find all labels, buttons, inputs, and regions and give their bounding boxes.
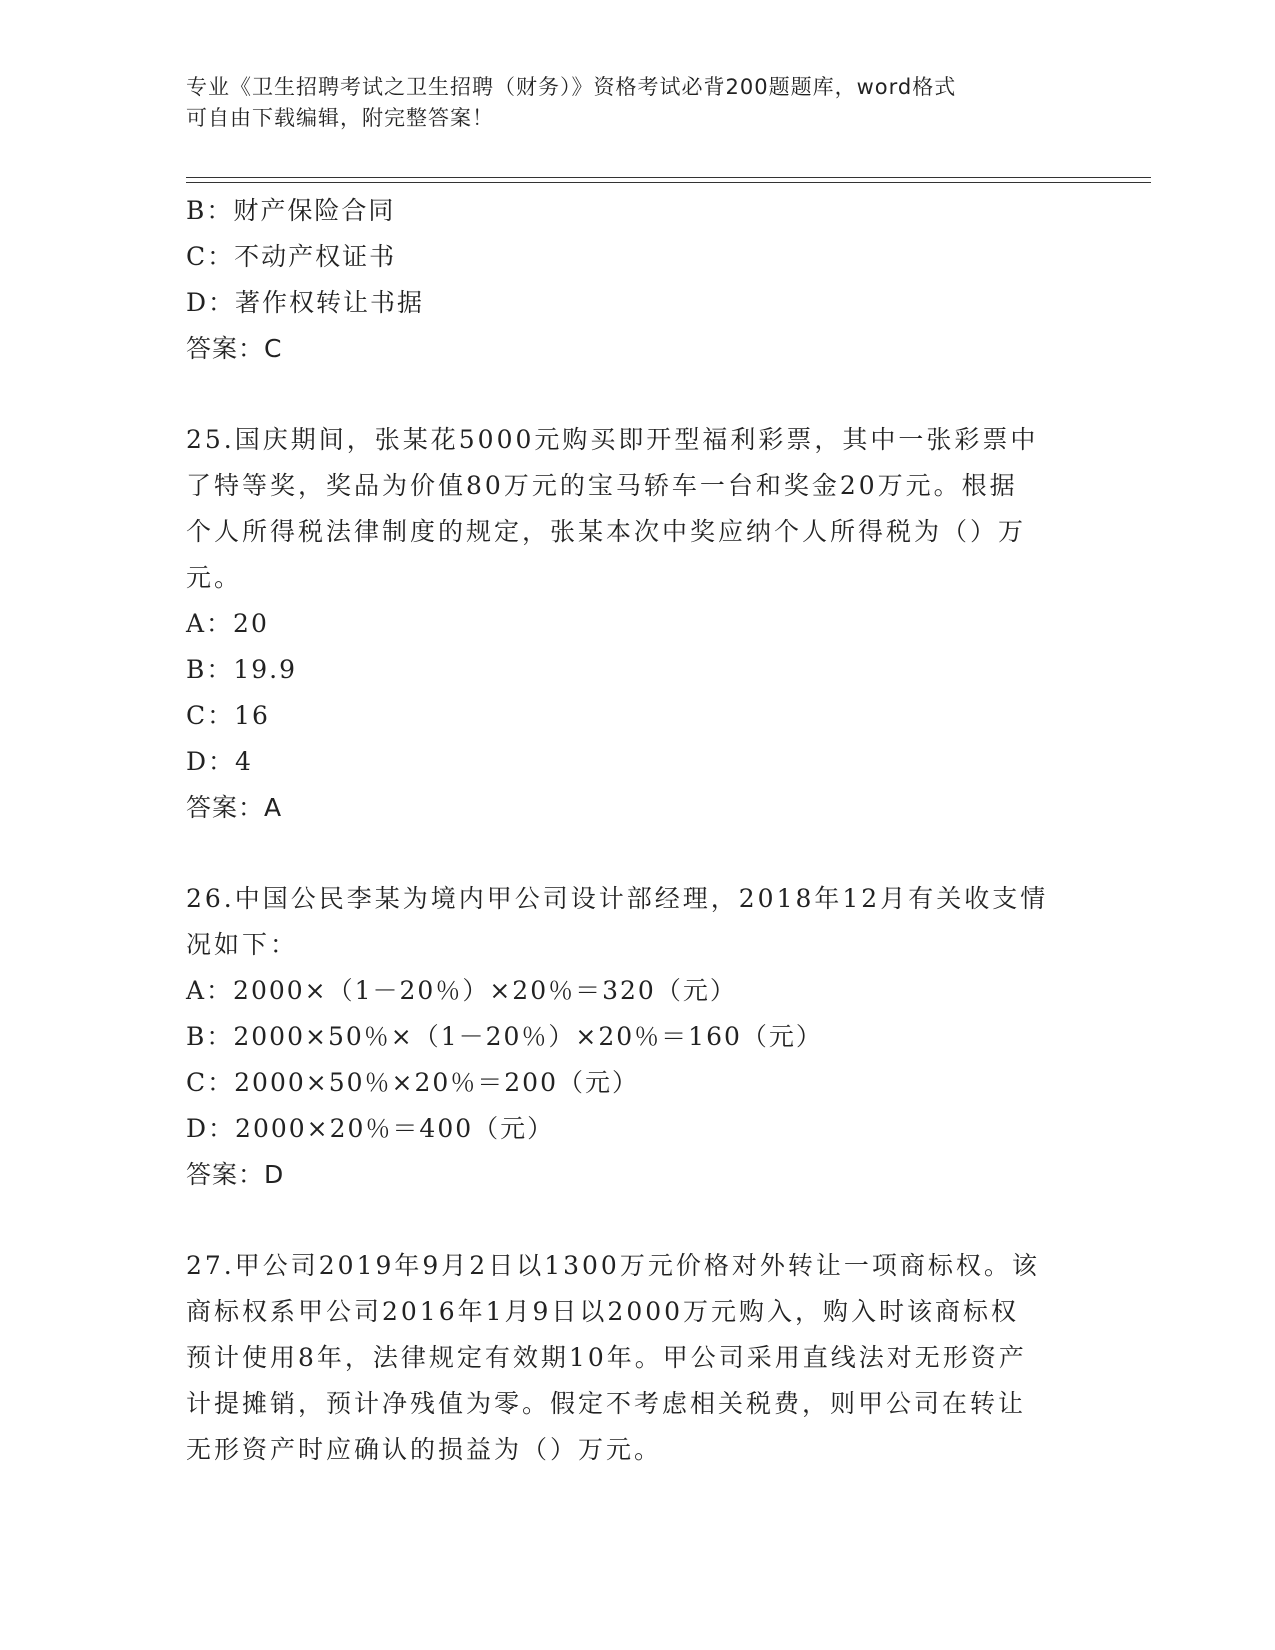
stem-line: 商标权系甲公司2016年1月9日以2000万元购入，购入时该商标权 <box>186 1297 1020 1326</box>
stem-line: 计提摊销，预计净残值为零。假定不考虑相关税费，则甲公司在转让 <box>186 1389 1027 1418</box>
stem-line: 无形资产时应确认的损益为（）万元。 <box>186 1435 663 1464</box>
option-d: D：2000×20％＝400（元） <box>186 1114 555 1143</box>
question-25 <box>186 417 1076 831</box>
answer-line: 答案：C <box>186 334 283 363</box>
option-b: B：2000×50％×（1－20％）×20％＝160（元） <box>186 1022 823 1051</box>
stem-line: 25.国庆期间，张某花5000元购买即开型福利彩票，其中一张彩票中 <box>186 425 1039 454</box>
question-24-tail <box>186 188 1076 372</box>
stem-line: 个人所得税法律制度的规定，张某本次中奖应纳个人所得税为（）万 <box>186 517 1027 546</box>
option-a: A：2000×（1－20％）×20％＝320（元） <box>186 976 737 1005</box>
header-title-line-2: 可自由下载编辑，附完整答案！ <box>186 106 494 130</box>
option-d: D：4 <box>186 747 253 776</box>
option-c: C：不动产权证书 <box>186 242 397 271</box>
question-stem <box>186 417 1076 601</box>
answer-line: 答案：A <box>186 793 283 822</box>
option-d: D：著作权转让书据 <box>186 288 425 317</box>
document-header <box>186 72 1076 134</box>
stem-line: 了特等奖，奖品为价值80万元的宝马轿车一台和奖金20万元。根据 <box>186 471 1018 500</box>
stem-line: 27.甲公司2019年9月2日以1300万元价格对外转让一项商标权。该 <box>186 1251 1040 1280</box>
stem-line: 况如下： <box>186 930 299 959</box>
option-b: B：19.9 <box>186 655 298 684</box>
question-27 <box>186 1243 1076 1473</box>
question-26 <box>186 876 1076 1198</box>
stem-line: 26.中国公民李某为境内甲公司设计部经理，2018年12月有关收支情 <box>186 884 1049 913</box>
document-body <box>186 188 1076 1473</box>
header-divider-top <box>186 177 1151 178</box>
option-c: C：16 <box>186 701 270 730</box>
answer-line: 答案：D <box>186 1160 285 1189</box>
option-a: A：20 <box>186 609 269 638</box>
stem-line: 预计使用8年，法律规定有效期10年。甲公司采用直线法对无形资产 <box>186 1343 1027 1372</box>
question-stem <box>186 876 1076 968</box>
option-c: C：2000×50％×20％＝200（元） <box>186 1068 639 1097</box>
question-stem <box>186 1243 1076 1473</box>
header-divider-bottom <box>186 182 1151 183</box>
stem-line: 元。 <box>186 563 243 592</box>
option-b: B：财产保险合同 <box>186 196 396 225</box>
header-title-line-1: 专业《卫生招聘考试之卫生招聘（财务）》资格考试必背200题题库，word格式 <box>186 75 957 99</box>
